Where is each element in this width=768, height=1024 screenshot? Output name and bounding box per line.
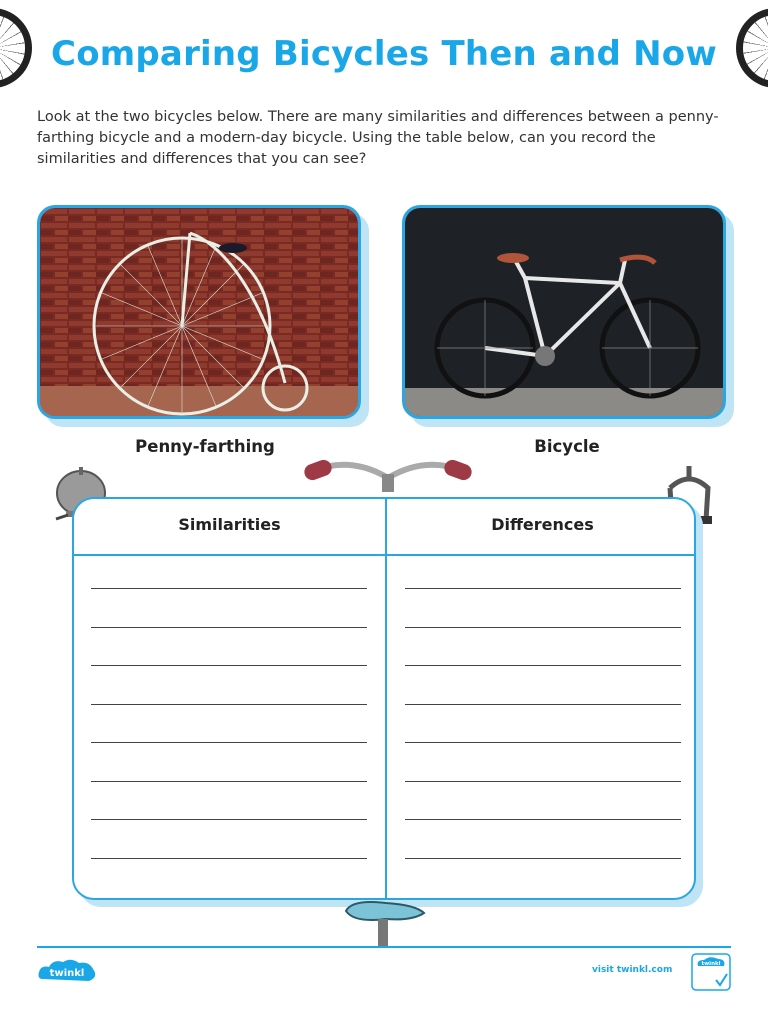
writing-line[interactable] xyxy=(405,588,681,589)
writing-line[interactable] xyxy=(91,704,367,705)
penny-farthing-caption: Penny-farthing xyxy=(135,437,275,456)
intro-text: Look at the two bicycles below. There are many similarities and differences between a penny-farthing bicycle and a modern-day bicycle. Using the table below, can you record the similarities and differences that you can see? xyxy=(37,109,719,167)
twinkl-logo xyxy=(37,957,97,987)
bicycle-seat-icon xyxy=(342,897,428,949)
differences-header: Differences xyxy=(491,515,594,534)
handlebar-icon xyxy=(300,450,476,495)
writing-line[interactable] xyxy=(91,742,367,743)
footer-divider xyxy=(37,946,731,948)
bicycle-caption: Bicycle xyxy=(534,437,600,456)
quality-badge-text: twinkl xyxy=(701,961,721,967)
writing-line[interactable] xyxy=(405,858,681,859)
similarities-header: Similarities xyxy=(178,515,281,534)
penny-farthing-photo xyxy=(37,205,361,419)
writing-line[interactable] xyxy=(405,627,681,628)
writing-line[interactable] xyxy=(405,742,681,743)
writing-line[interactable] xyxy=(91,627,367,628)
writing-line[interactable] xyxy=(91,588,367,589)
writing-line[interactable] xyxy=(91,858,367,859)
quality-badge-icon xyxy=(690,952,732,992)
writing-line[interactable] xyxy=(405,704,681,705)
writing-line[interactable] xyxy=(91,819,367,820)
header-divider xyxy=(74,554,694,556)
column-divider xyxy=(385,499,387,898)
comparison-table xyxy=(72,497,696,900)
writing-line[interactable] xyxy=(91,781,367,782)
page-title: Comparing Bicycles Then and Now xyxy=(51,34,717,74)
writing-line[interactable] xyxy=(405,819,681,820)
writing-line[interactable] xyxy=(91,665,367,666)
writing-line[interactable] xyxy=(405,665,681,666)
bicycle-photo xyxy=(402,205,726,419)
twinkl-logo-text: twinkl xyxy=(49,968,85,979)
footer-url[interactable]: visit twinkl.com xyxy=(592,965,673,975)
writing-line[interactable] xyxy=(405,781,681,782)
